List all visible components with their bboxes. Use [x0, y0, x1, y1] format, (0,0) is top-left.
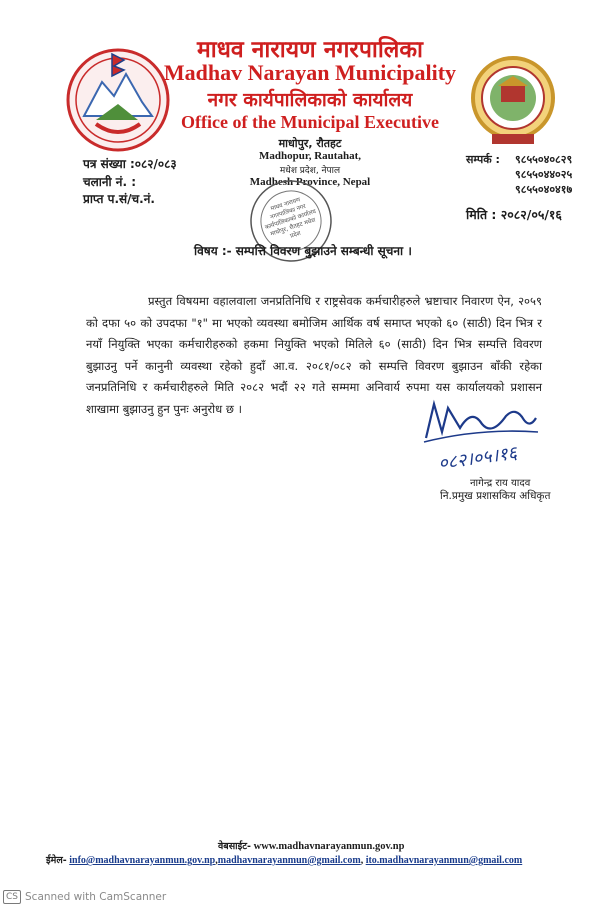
- website-link[interactable]: www.madhavnarayanmun.gov.np: [253, 841, 405, 852]
- signatory-designation: नि.प्रमुख प्रशासकिय अधिकृत: [440, 490, 551, 502]
- email-link[interactable]: info@madhavnarayanmun.gov.np: [69, 855, 216, 866]
- office-title-en: Office of the Municipal Executive: [181, 112, 439, 132]
- contact-phone: ९८५५०४०४१७: [515, 183, 573, 196]
- received-number: प्राप्त प.सं/च.नं.: [83, 192, 155, 206]
- notice-body: प्रस्तुत विषयमा वहालवाला जनप्रतिनिधि र राष्ट्रसेवक कर्मचारीहरुले भ्रष्टाचार निवारण ऐन, २०५९ को दफा ५० को उपदफा "१" मा भएको व्यवस्था बमोजिम आर्थिक वर्ष समाप्त भएको ६० (साठी) दिन भित्र र नयाँ नियुक्ति भएका कर्मचारीहरुको हकमा नियुक्ति भएको मितिले ६० (साठी) दिन भित्र सम्पत्ति विवरण बुझाउनु पर्ने कानुनी व्यवस्था रहेको हुदाँ आ.व. २०८१/०८२ को सम्पत्ति विवरण बुझाउन बाँकी रहेका जनप्रतिनिधि र कर्मचारीहरुले मिति २०८२ भदौं २२ गते सम्ममा अनिवार्य रुपमा यस कार्यालयको प्रशासन शाखामा बुझाउनु हुन पुनः अनुरोध छ ।: [86, 294, 542, 416]
- email-link[interactable]: madhavnarayanmun@gmail.com: [217, 855, 361, 866]
- camscanner-label: Scanned with CamScanner: [25, 891, 167, 903]
- camscanner-watermark: [3, 890, 166, 904]
- reference-number: पत्र संख्या :०८२/०८३: [83, 157, 177, 171]
- letter-date: मिति : २०८२/०५/१६: [466, 207, 562, 222]
- footer-emails: ईमेल- info@madhavnarayanmun.gov.np,madhavnarayanmun@gmail.com, ito.madhavnarayanmun@gmail.com: [46, 855, 523, 866]
- signatory-name: नागेन्द्र राय यादव: [470, 478, 531, 489]
- municipality-title-ne: माधव नारायण नगरपालिका: [196, 37, 424, 63]
- province-en: Madhesh Province, Nepal: [249, 176, 371, 188]
- handwritten-date: ०८२।०५।१६: [436, 442, 519, 475]
- municipality-seal-logo: [470, 52, 556, 148]
- email-label: ईमेल-: [46, 855, 67, 866]
- handwritten-signature: [420, 398, 540, 448]
- website-label: वेबसाईट-: [218, 841, 251, 852]
- email-link[interactable]: ito.madhavnarayanmun@gmail.com: [365, 855, 523, 866]
- contact-phone: ९८५५०४०८२९: [515, 153, 573, 166]
- subject-line: विषय :- सम्पत्ति विवरण बुझाउने सम्बन्धी सूचना ।: [194, 244, 412, 258]
- stamp-text: माधव नारायण नगरपालिका नगर कार्यपालिकाको कार्यालय माधोपुर, रौतहट मधेश प्रदेश: [264, 196, 317, 240]
- address-en: Madhopur, Rautahat,: [259, 150, 361, 162]
- contact-label: सम्पर्क :: [466, 153, 500, 166]
- contact-phone: ९८५५०४४०२५: [515, 168, 573, 181]
- address-ne: माधोपुर, रौतहट: [278, 137, 342, 150]
- office-title-ne: नगर कार्यपालिकाको कार्यालय: [207, 89, 413, 111]
- province-ne: मधेश प्रदेश, नेपाल: [279, 166, 341, 176]
- footer-website: [218, 839, 404, 852]
- camscanner-icon: CS: [3, 890, 21, 904]
- dispatch-number: चलानी नं. :: [83, 175, 137, 189]
- municipality-title-en: Madhav Narayan Municipality: [163, 60, 457, 85]
